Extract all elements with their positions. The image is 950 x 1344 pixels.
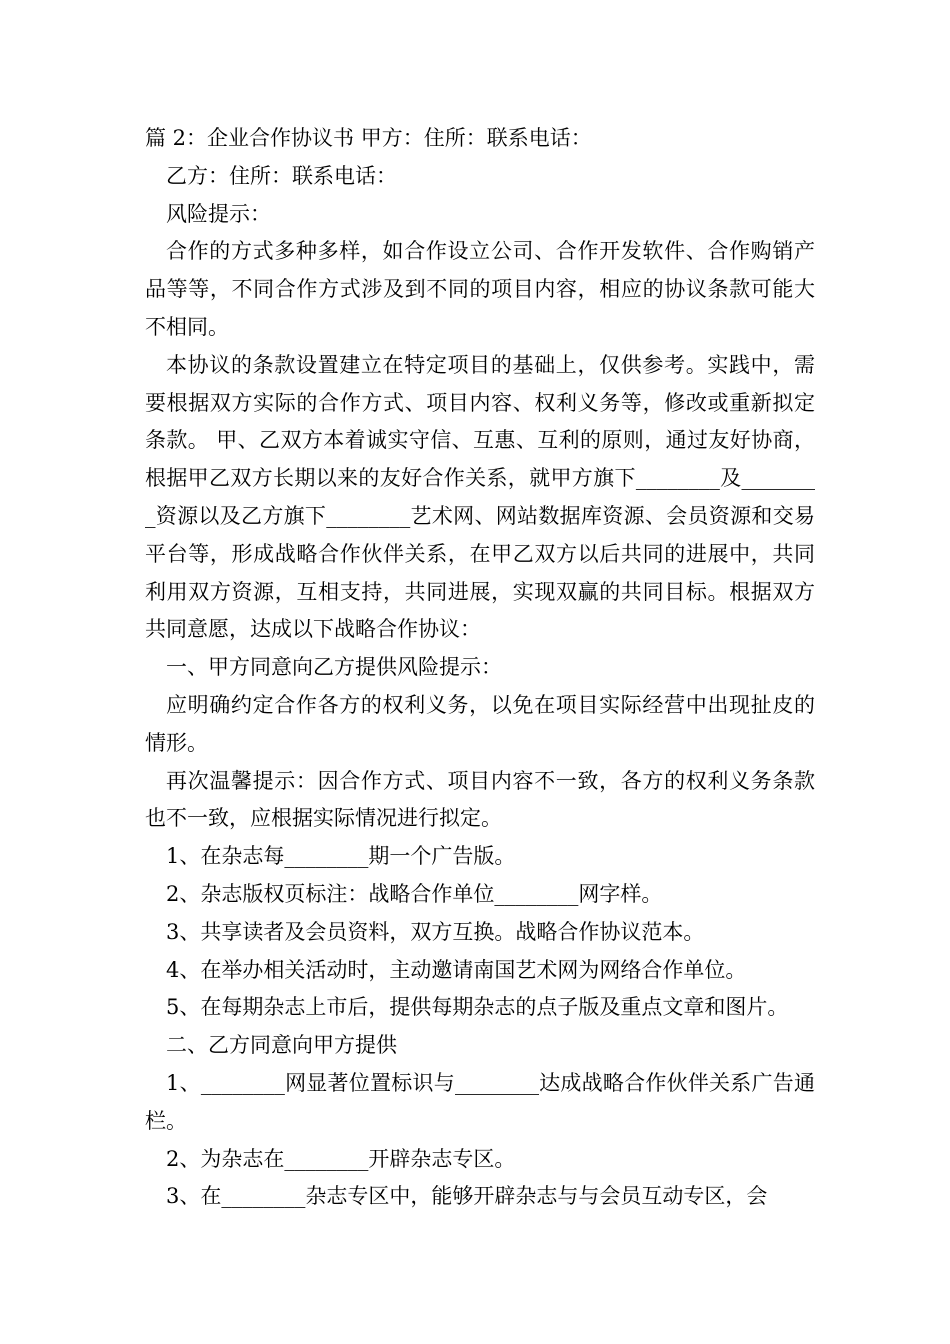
document-heading: 篇 2：企业合作协议书 甲方：住所：联系电话： xyxy=(145,126,592,150)
list-item: 5、在每期杂志上市后，提供每期杂志的点子版及重点文章和图片。 xyxy=(166,995,789,1020)
list-item: 3、在________杂志专区中，能够开辟杂志与与会员互动专区，会 xyxy=(166,1184,768,1209)
section-heading-2: 二、乙方同意向甲方提供 xyxy=(166,1033,397,1058)
list-item: 2、杂志版权页标注：战略合作单位________网字样。 xyxy=(166,881,663,906)
section-heading-1: 一、甲方同意向乙方提供风险提示： xyxy=(166,655,502,680)
risk-paragraph: 合作的方式多种多样，如合作设立公司、合作开发软件、合作购销产品等等，不同合作方式涉及到不同的项目内容，相应的协议条款可能大不相同。 xyxy=(145,239,815,339)
risk-paragraph-2: 应明确约定合作各方的权利义务，以免在项目实际经营中出现扯皮的情形。 xyxy=(145,692,815,755)
risk-label: 风险提示： xyxy=(166,201,271,226)
list-item: 1、________网显著位置标识与________达成战略合作伙伴关系广告通栏。 xyxy=(145,1070,815,1133)
list-item: 3、共享读者及会员资料，双方互换。战略合作协议范本。 xyxy=(166,919,705,944)
document-body xyxy=(145,120,815,1216)
list-item: 2、为杂志在________开辟杂志专区。 xyxy=(166,1146,516,1171)
list-item: 1、在杂志每________期一个广告版。 xyxy=(166,844,516,869)
intro-paragraph: 本协议的条款设置建立在特定项目的基础上，仅供参考。实践中，需要根据双方实际的合作方式、项目内容、权利义务等，修改或重新拟定条款。 甲、乙双方本着诚实守信、互惠、互利的原则，通过友好协商，根据甲乙双方长期以来的友好合作关系，就甲方旗下________及________资源以及乙方旗下________艺术网、网站数据库资源、会员资源和交易平台等，形成战略合作伙伴关系，在甲乙双方以后共同的进展中，共同利用双方资源，互相支持，共同进展，实现双赢的共同目标。根据双方共同意愿，达成以下战略合作协议： xyxy=(145,352,815,642)
reminder-paragraph: 再次温馨提示：因合作方式、项目内容不一致，各方的权利义务条款也不一致，应根据实际情况进行拟定。 xyxy=(145,768,815,831)
list-item: 4、在举办相关活动时，主动邀请南国艺术网为网络合作单位。 xyxy=(166,957,747,982)
party-b-line: 乙方：住所：联系电话： xyxy=(166,163,397,188)
